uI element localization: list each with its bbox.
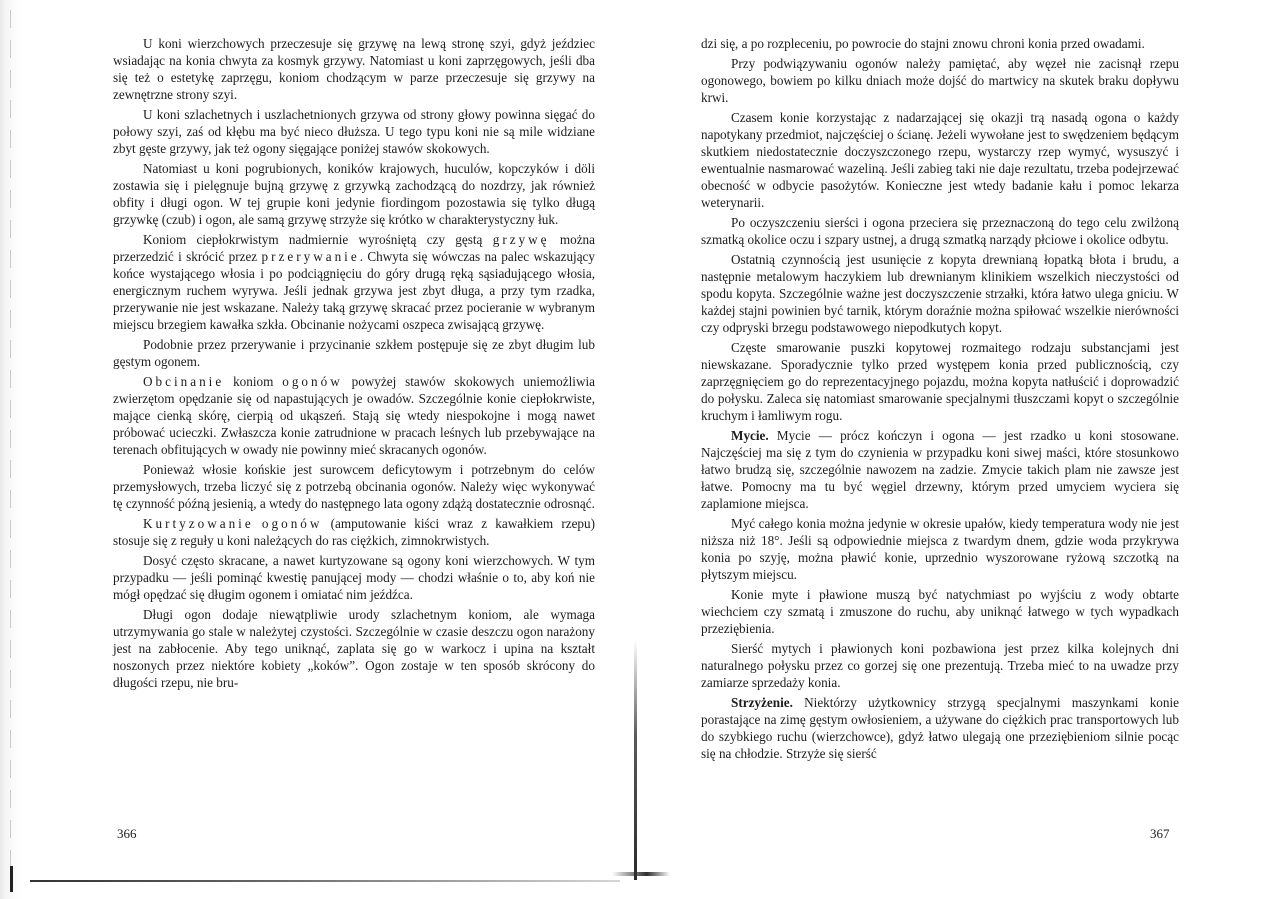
paragraph: Przy podwiązywaniu ogonów należy pamiętać, aby węzeł nie zacisnął rzepu ogonowego, bowiem po kilku dniach może dojść do martwicy na skutek braku dopływu krwi. [701,55,1179,105]
paragraph [113,373,595,458]
page-number: 367 [1150,826,1170,841]
paragraph: U koni szlachetnych i uszlachetnionych grzywa od strony głowy powinna sięgać do połowy szyi, zaś od kłębu ma być nieco dłuższa. U tego typu koni nie są mile widziane zbyt gęste grzywy, jak też ogony sięgające poniżej stawów skokowych. [113,106,595,157]
paragraph: Natomiast u koni pogrubionych, koników krajowych, huculów, kopczyków i döli zostawia się i pielęgnuje bujną grzywę z grzywką zachodzącą do nozdrzy, jak również obfity i długi ogon. W tej grupie koni jedynie fiordingom pozostawia się tylko długą grzywkę (czub) i ogon, ale samą grzywę strzyże się krótko w charakterystyczny łuk. [113,160,595,228]
paragraph: Dosyć często skracane, a nawet kurtyzowane są ogony koni wierzchowych. W tym przypadku — jeśli pominąć kwestię panującej mody — chodzi właśnie o to, aby koń nie mógł opędzać się długim ogonem i omiatać nim jeźdźca. [113,552,595,602]
right-page [631,0,1262,899]
text-run: Koniom ciepłokrwistym nadmiernie wyrośniętą czy gęstą [143,231,493,247]
paragraph [113,515,595,549]
paragraph: U koni wierzchowych przeczesuje się grzywę na lewą stronę szyi, gdyż jeździec wsiadając na konia chwyta za kosmyk grzywy. Natomiast u koni zaprzęgowych, jeśli dba się też o estetykę zaprzęgu, koniom chodzącym w parze przeczesuje się grzywy na zewnętrzne strony szyi. [113,36,595,103]
left-text-column [113,35,595,694]
paragraph: Po oczyszczeniu sierści i ogona przeciera się przeznaczoną do tego celu zwilżoną szmatką okolice oczu i szpary ustnej, a drugą szmatką narządy płciowe i okolice odbytu. [701,214,1179,247]
text-run: można przerzedzić i skrócić przez [113,231,595,264]
text-run: koniom [224,373,283,389]
text-run: Mycie — prócz kończyn i ogona — jest rzadko u koni stosowane. Najczęściej ma się z tym do czynienia w przypadku koni siwej maści, które stosunkowo łatwo brudzą się, szczególnie nawozem na zadzie. Zmycie takich plam nie zawsze jest łatwe. Pomocny ma tu być węgiel drzewny, którym przed umyciem wyciera się zaplamione miejsca. [701,427,1179,511]
section-heading: Mycie. [731,427,769,443]
paragraph: Myć całego konia można jedynie w okresie upałów, kiedy temperatura wody nie jest niższa niż 18°. Jeśli są odpowiednie miejsca z twardym dnem, gdzie woda przykrywa konia po szyję, można pławić konie, uprzednio wyszorowane ryżową szczotką na płytszym miejscu. [701,515,1179,582]
paragraph: Ponieważ włosie końskie jest surowcem deficytowym i potrzebnym do celów przemysłowych, trzeba liczyć się z potrzebą obcinania ogonów. Należy więc wykonywać tę czynność późną jesienią, a wtedy do następnego lata ogony zdążą dostatecznie odrosnąć. [113,461,595,511]
emphasized-term: grzywę [492,231,550,247]
emphasized-term: przerywanie [261,248,360,264]
emphasized-term: ogonów [261,515,323,531]
section-heading: Strzyżenie. [731,694,793,710]
paragraph: Podobnie przez przerywanie i przycinanie szkłem postępuje się ze zbyt długim lub gęstym ogonem. [113,336,595,370]
paragraph: Sierść mytych i pławionych koni pozbawiona jest przez kilka kolejnych dni naturalnego połysku przez co gorzej się one prezentują. Trzeba mieć to na uwadze przy zamiarze sprzedaży konia. [701,640,1179,690]
paragraph [701,694,1179,762]
paragraph [113,231,595,333]
page-number: 366 [117,826,137,841]
text-run: (amputowanie kiści wraz z kawałkiem rzepu) stosuje się z reguły u koni należących do ras ciężkich, zimnokrwistych. [113,515,596,548]
emphasized-term: Kurtyzowanie [143,515,254,531]
emphasized-term: Obcinanie [143,373,225,389]
paragraph: Długi ogon dodaje niewątpliwie urody szlachetnym koniom, ale wymaga utrzymywania go stale w należytej czystości. Szczególnie w czasie deszczu ogon narażony jest na zabłocenie. Aby tego uniknąć, zaplata się go w warkocz i upina na kształt noszonych przez niektóre kobiety „koków”. Ogon zostaje w ten sposób skrócony do długości rzepu, nie bru- [113,606,595,690]
paragraph: Częste smarowanie puszki kopytowej rozmaitego rodzaju substancjami jest niewskazane. Sporadycznie tylko przed występem konia przed publicznością, czy zaprzęgnięciem go do reprezentacyjnego pojazdu, można kopyta natłuścić i doprowadzić do połysku. Zaleca się natomiast smarowanie specjalnymi tłuszczami kopyt o szczególnie kruchym i łamliwym rogu. [701,339,1179,423]
paragraph: Ostatnią czynnością jest usunięcie z kopyta drewnianą łopatką błota i brudu, a następnie metalowym haczykiem lub drewnianym klinikiem wszelkich nieczystości od spodu kopyta. Szczególnie ważne jest doczyszczenie strzałki, która łatwo ulega gniciu. W każdej stajni powinien być tarnik, którym doraźnie można spiłować wszelkie nierówności czy odpryski brzegu podstawowego niepodkutych kopyt. [701,251,1179,335]
text-run: . Chwyta się wówczas na palec wskazujący końce wystającego włosia i po podciągnięciu do góry drugą ręką sąsiadującego włosia, energicznym ruchem wyrywa. Jeśli jednak grzywa jest zbyt długa, a przy tym rzadka, przerywanie nie jest wskazane. Należy taką grzywę skracać przez pocieranie w wybranym miejscu brzegiem kawałka szkła. Obcinanie nożycami oszpeca zwisającą grzywę. [113,248,595,333]
paragraph: Czasem konie korzystając z nadarzającej się okazji trą nasadą ogona o każdy napotykany przedmiot, najczęściej o ścianę. Jeżeli wywołane jest to swędzeniem będącym skutkiem niedostatecznie doczyszczonego rzepu, wystarczy rzep wymyć, wysuszyć i ewentualnie nasmarować wazeliną. Jeśli zabieg taki nie daje rezultatu, trzeba podejrzewać obecność w odbycie pasożytów. Konieczne jest wtedy badanie kału i pomoc lekarza weterynarii. [701,109,1179,211]
text-run: Niektórzy użytkownicy strzygą specjalnymi maszynkami konie porastające na zimę gęstym owłosieniem, a używane do ciężkich prac transportowych lub do szybkiego ruchu (wierzchowce), gdyż łatwo ulegają one przeziębieniom silnie pocąc się na chłodzie. Strzyże się sierść [701,694,1179,761]
right-text-column [701,35,1179,765]
text-run: powyżej stawów skokowych uniemożliwia zwierzętom opędzanie się od napastujących je owadów. Szczególnie konie ciepłokrwiste, mające cienką skórę, cierpią od ukąszeń. Stają się wtedy niespokojne i mogą nawet próbować ucieczki. Zwłaszcza konie zatrudnione w pracach leśnych lub przebywające na terenach obfitujących w owady nie powinny mieć skracanych ogonów. [113,373,595,458]
paragraph [701,427,1179,512]
paragraph-continuation: dzi się, a po rozpleceniu, po powrocie do stajni znowu chroni konia przed owadami. [701,36,1145,51]
text-run [254,516,262,531]
emphasized-term: ogonów [282,373,343,389]
paragraph: Konie myte i pławione muszą być natychmiast po wyjściu z wody obtarte wiechciem czy szmatą i zmuszone do ruchu, aby uniknąć łatwego w tych wypadkach przeziębienia. [701,586,1179,636]
